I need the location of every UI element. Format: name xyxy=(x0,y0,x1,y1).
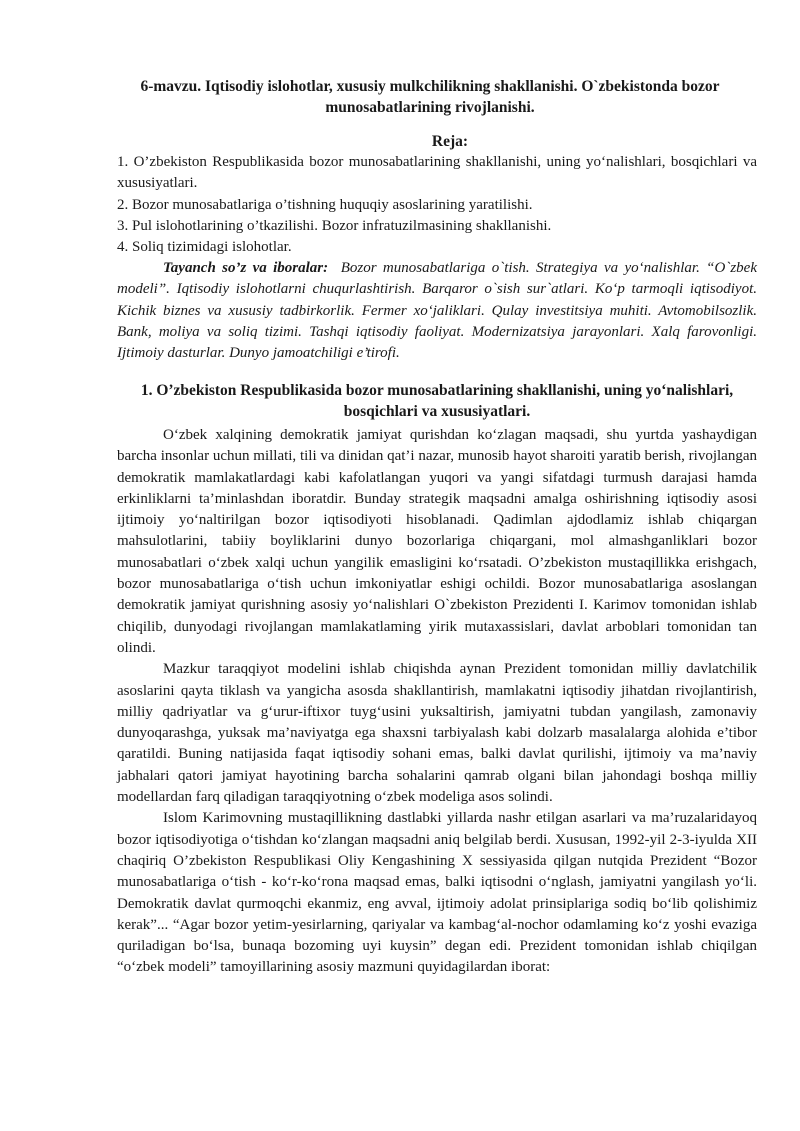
keywords-block xyxy=(117,258,757,364)
keywords-text: Bozor munosabatlariga o`tish. Strategiya va yo‘nalishlar. “O`zbek modeli”. Iqtisodiy islohotlarni chuqurlashtirish. Barqaror o`sish sur`atlari. Ko‘p tarmoqli iqtisodiyot. Kichik biznes va xususiy tadbirkorlik. Fermer xo‘jaliklari. Qulay investitsiya muhiti. Avtomobilsozlik. Bank, moliya va soliq tizimi. Tashqi iqtisodiy faoliyat. Modernizatsiya jarayonlari. Xalq farovonligi. Ijtimoiy dasturlar. Dunyo jamoatchiligi e’tirofi. xyxy=(117,260,758,362)
section-heading: 1. O’zbekiston Respublikasida bozor munosabatlarining shakllanishi, uning yo‘nalishlari, bosqichlari va xususiyatlari. xyxy=(140,382,734,420)
plan-item-4: 4. Soliq tizimidagi islohotlar. xyxy=(117,239,292,256)
plan-title: Reja: xyxy=(431,133,469,150)
keywords-label: Tayanch so’z va iboralar: xyxy=(163,260,329,276)
paragraph-2: Mazkur taraqqiyot modelini ishlab chiqishda aynan Prezident tomonidan milliy davlatchilik asoslarini qayta tiklash va yangicha asosda shakllantirish, mamlakatni iqtisodiy jihatdan rivojlantirish, milliy qadriyatlar va g‘urur-iftixor tuyg‘usini yuksaltirish, jamiyatni tubdan yangilash, zamonaviy dunyoqarashga, yuksak ma’naviyatga ega shaxsni tarbiyalash kabi dolzarb masalalarga alohida e’tibor qaratildi. Buning natijasida faqat iqtisodiy sohani emas, balki davlat qurilishi, ijtimoiy va ma’naviy jabhalari qatori jamiyat hayotining barcha sohalarini qamrab olgani bilan jahondagi boshqa milliy modellardan farq qiladigan taraqqiyotning o‘zbek modeliga asos solindi. xyxy=(117,661,757,806)
document-title: 6-mavzu. Iqtisodiy islohotlar, xususiy mulkchilikning shakllanishi. O`zbekistonda bozor munosabatlarining rivojlanishi. xyxy=(140,78,720,116)
plan-item-3: 3. Pul islohotlarining o’tkazilishi. Bozor infratuzilmasining shakllanishi. xyxy=(117,217,552,234)
plan-item-1: 1. O’zbekiston Respublikasida bozor munosabatlarining shakllanishi, uning yo‘nalishlari, bosqichlari va xususiyatlari. xyxy=(117,154,757,192)
plan-list xyxy=(117,152,757,258)
plan-item-2: 2. Bozor munosabatlariga o’tishning huquqiy asoslarining yaratilishi. xyxy=(117,196,533,213)
paragraph-1: O‘zbek xalqining demokratik jamiyat qurishdan ko‘zlagan maqsadi, shu yurtda yashaydigan barcha insonlar uchun millati, tili va dinidan qat’i nazar, munosib hayot sharoiti yaratib berish, rivojlangan demokratik mamlakatlardagi kabi kafolatlangan yuqori va yangi sifatdagi turmush darajasi hamda erkinliklarni ta’minlashdan iboratdir. Bunday strategik maqsadni amalga oshirishning iqtisodiy asosi ijtimoiy yo‘naltirilgan bozor iqtisodiyoti hisoblanadi. Qadimlan ajdodlamiz ishlab chiqargan mahsulotlarini, tabiiy boyliklarini dunyo bozorlariga chiqargani, mol almashganliklari bozor munosabatlari o‘zbek xalqi uchun yangilik emasligini ko‘rsatadi. O’zbekiston mustaqillikka erishgach, bozor munosabatlariga o‘tish uchun imkoniyatlar eshigi ochildi. Bozor munosabatlariga asoslangan demokratik jamiyat qurishning asosiy yo‘nalishlari O`zbekiston Prezidenti I. Karimov tomonidan ishlab chiqilib, dunyodagi rivojlangan mamlakatlaming yirik mutaxassislari, davlat arboblari tomonidan tan olindi. xyxy=(117,427,757,656)
section-body xyxy=(117,425,757,979)
paragraph-3: Islom Karimovning mustaqillikning dastlabki yillarda nashr etilgan asarlari va ma’ruzalaridayoq bozor iqtisodiyotiga o‘tishdan ko‘zlangan maqsadni aniq belgilab berdi. Xususan, 1992-yil 2-3-iyulda XII chaqiriq O’zbekiston Respublikasi Oliy Kengashining X sessiyasida qilgan nutqida Prezident “Bozor munosabatlariga o‘tish - ko‘r-ko‘rona maqsad emas, balki iqtisodni o‘nglash, jamiyatni yangilash yo‘li. Demokratik davlat qurmoqchi ekanmiz, eng avval, ijtimoiy adolat prinsiplariga sodiq bo‘lib qolishimiz kerak”... “Agar bozor yetim-yesirlarning, qariyalar va kambag‘al-nochor odamlaming ko‘z yoshi evaziga quriladigan bo‘lsa, bunaqa bozoming uyi kuysin” degan edi. Prezident tomonidan ishlab chiqilgan “o‘zbek modeli” tamoyillarining asosiy mazmuni quyidagilardan iborat: xyxy=(117,810,757,976)
